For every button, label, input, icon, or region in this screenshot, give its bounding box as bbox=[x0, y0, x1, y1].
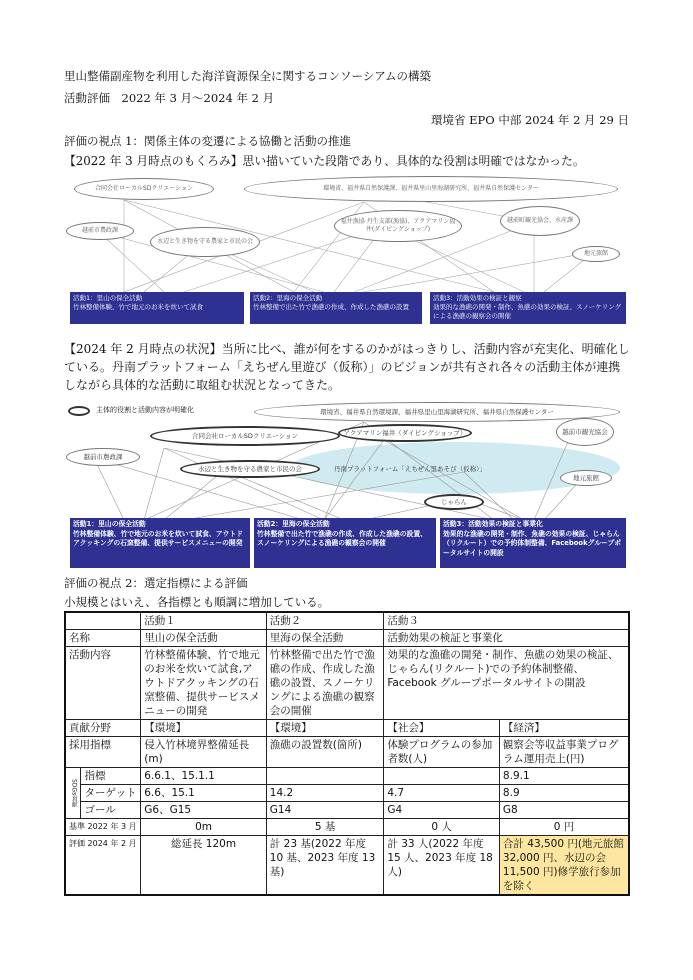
cell-name-a2: 里海の保全活動 bbox=[266, 630, 384, 647]
org-aquamarine-oval: アクアマリン福井（ダイビングショップ） bbox=[338, 424, 472, 442]
section2-summary: 小規模とはいえ、各指標とも順調に増加している。 bbox=[64, 595, 330, 609]
plan-line: 【2022 年 3 月時点のもくろみ】思い描いていた段階であり、具体的な役割は明確ではなかった。 bbox=[64, 154, 585, 168]
table-row bbox=[65, 768, 629, 785]
evaluation-table bbox=[64, 611, 630, 896]
cell-sdg-target-a1: 6.6、15.1 bbox=[141, 785, 267, 802]
org-inn-oval: 地元旅館 bbox=[572, 246, 620, 262]
row-label-field: 貢献分野 bbox=[65, 720, 141, 737]
table-row bbox=[65, 802, 629, 819]
cell-sdg-goal-a3: G4 bbox=[384, 802, 500, 819]
cell-field-a1: 【環境】 bbox=[141, 720, 267, 737]
org-date: 環境省 EPO 中部 2024 年 2 月 29 日 bbox=[430, 113, 629, 127]
cell-field-a3: 【社会】 bbox=[384, 720, 500, 737]
section1-heading: 評価の視点 1：関係主体の変遷による協働と活動の推進 bbox=[64, 134, 351, 148]
cell-field-a2: 【環境】 bbox=[266, 720, 384, 737]
cell-sdg-goal-a2: G14 bbox=[266, 802, 384, 819]
org-fishery-dive-oval: 福井漁協 丹生支部(漁協)、アクアマリン福井(ダイビングショップ) bbox=[334, 210, 462, 242]
cell-eval-a4: 合計 43,500 円(地元旅館 32,000 円、水辺の会 11,500 円)修学旅行参加を除く bbox=[499, 836, 629, 896]
activity2-box: 活動2：里海の保全活動 竹林整備で出た竹で漁礁の作成、作成した漁礁の設置 bbox=[250, 292, 422, 324]
org-echizen-agri-oval: 越前市農政課 bbox=[66, 448, 140, 466]
legend-oval-swatch bbox=[68, 406, 90, 416]
col-activity3: 活動３ bbox=[384, 612, 629, 630]
table-corner bbox=[65, 612, 141, 630]
cell-baseline-a2: 5 基 bbox=[266, 819, 384, 836]
activity2-box: 活動2：里海の保全活動 竹林整備で出た竹で漁礁の作成、作成した漁礁の設置、スノーケリングによる漁礁の観察会の開催 bbox=[254, 518, 436, 568]
table-row bbox=[65, 836, 629, 896]
org-gov-oval: 環境省、福井県自然保護課、福井県里山里海湖研究所、福井県自然保護センター bbox=[244, 176, 618, 202]
cell-sdg-index-a3 bbox=[384, 768, 500, 785]
cell-baseline-a3: 0 人 bbox=[384, 819, 500, 836]
row-label-indicator: 採用指標 bbox=[65, 737, 141, 768]
activity3-box: 活動3：活動効果の検証と観察 効果的な漁礁の開発・制作、魚礁の効果の検証、スノーケリングによる漁礁の観察会の開催 bbox=[430, 292, 626, 324]
cell-sdg-target-a3: 4.7 bbox=[384, 785, 500, 802]
cell-indicator-a1: 侵入竹林境界整備延長(m) bbox=[141, 737, 267, 768]
cell-sdg-goal-a1: G6、G15 bbox=[141, 802, 267, 819]
col-activity1: 活動１ bbox=[141, 612, 267, 630]
cell-eval-a1: 総延長 120m bbox=[141, 836, 267, 896]
table-row bbox=[65, 720, 629, 737]
table-row bbox=[65, 785, 629, 802]
cell-baseline-a4: 0 円 bbox=[499, 819, 629, 836]
org-gov-oval: 環境省、福井県自然環境課、福井県里山里海湖研究所、福井県自然保護センター bbox=[254, 402, 620, 422]
org-inn-oval: 地元旅館 bbox=[560, 470, 612, 486]
col-activity2: 活動２ bbox=[266, 612, 384, 630]
document-title: 里山整備副産物を利用した海洋資源保全に関するコンソーシアムの構築 bbox=[64, 69, 431, 83]
org-tourism-oval: 越前町観光協会、水産課 bbox=[500, 206, 580, 236]
cell-sdg-index-a1: 6.6.1、15.1.1 bbox=[141, 768, 267, 785]
org-farmers-oval: 水辺と生き物を守る農家と市民の会 bbox=[150, 227, 260, 257]
org-farmers-oval: 水辺と生き物を守る農家と市民の会 bbox=[180, 460, 320, 478]
org-local-sd-oval: 合同会社ローカルSDクリエーション bbox=[74, 178, 214, 200]
cell-content-a3: 効果的な漁礁の開発・制作、魚礁の効果の検証、じゃらん(リクルート)での予約体制整備、Facebook グループポータルサイトの開設 bbox=[384, 647, 629, 720]
row-label-eval: 評価 2024 年 2 月 bbox=[65, 836, 141, 896]
row-label-sdg-target: ターゲット bbox=[81, 785, 141, 802]
row-label-sdg-index: 指標 bbox=[81, 768, 141, 785]
cell-baseline-a1: 0m bbox=[141, 819, 267, 836]
org-echizen-agri-oval: 越前市農政課 bbox=[66, 222, 134, 240]
cell-indicator-a3: 体験プログラムの参加者数(人) bbox=[384, 737, 500, 768]
cell-content-a2: 竹林整備で出た竹で漁礁の作成、作成した漁礁の設置、スノーケリングによる漁礁の観察会の開催 bbox=[266, 647, 384, 720]
activity3-box: 活動3：活動効果の検証と事業化 効果的な漁礁の開発・制作、魚礁の効果の検証、じゃらん（リクルート）での予約体制整備、Facebookグループポータルサイトの開設 bbox=[440, 518, 626, 568]
table-row bbox=[65, 630, 629, 647]
diagram-2022 bbox=[64, 172, 630, 340]
table-row bbox=[65, 819, 629, 836]
cell-sdg-target-a2: 14.2 bbox=[266, 785, 384, 802]
cell-sdg-target-a4: 8.9 bbox=[499, 785, 629, 802]
table-row bbox=[65, 647, 629, 720]
table-header-row bbox=[65, 612, 629, 630]
sdgs-label: SDGs貢献 bbox=[65, 768, 81, 819]
cell-name-a1: 里山の保全活動 bbox=[141, 630, 267, 647]
cell-content-a1: 竹林整備体験、竹で地元のお米を炊いて試食,アウトドアクッキングの石窯整備、提供サービスメニューの開発 bbox=[141, 647, 267, 720]
org-tourism-assoc-oval: 越前市観光協会 bbox=[556, 418, 614, 446]
cell-eval-a3: 計 33 人(2022 年度 15 人、2023 年度 18 人) bbox=[384, 836, 500, 896]
activity1-box: 活動1：里山の保全活動 竹林整備体験、竹で地元のお米を炊いて試食、アウトドアクッキングの石窯整備、提供サービスメニューの開発 bbox=[70, 518, 250, 568]
cell-eval-a2: 計 23 基(2022 年度 10 基、2023 年度 13 基) bbox=[266, 836, 384, 896]
cell-name-a3: 活動効果の検証と事業化 bbox=[384, 630, 629, 647]
diagram-2024 bbox=[64, 398, 630, 574]
activity1-box: 活動1：里山の保全活動 竹林整備体験、竹で地元のお米を炊いて試食 bbox=[70, 292, 244, 324]
cell-indicator-a4: 観察会等収益事業プログラム運用売上(円) bbox=[499, 737, 629, 768]
section2-heading: 評価の視点 2：選定指標による評価 bbox=[64, 576, 248, 590]
row-label-content: 活動内容 bbox=[65, 647, 141, 720]
cell-sdg-index-a4: 8.9.1 bbox=[499, 768, 629, 785]
platform-label: 丹南プラットフォーム「えちぜん里あそび（仮称）」 bbox=[334, 465, 486, 473]
cell-field-a4: 【経済】 bbox=[499, 720, 629, 737]
row-label-name: 名称 bbox=[65, 630, 141, 647]
row-label-baseline: 基準 2022 年 3 月 bbox=[65, 819, 141, 836]
cell-sdg-index-a2 bbox=[266, 768, 384, 785]
org-jalan-oval: じゃらん bbox=[424, 494, 484, 510]
org-local-sd-oval: 合同会社ローカルSDクリエーション bbox=[150, 426, 340, 446]
row-label-sdg-goal: ゴール bbox=[81, 802, 141, 819]
legend-label: 主体的役割と活動内容が明確化 bbox=[96, 406, 194, 414]
status-text: 【2024 年 2 月時点の状況】当所に比べ、誰が何をするのかがはっきりし、活動内容が充実化、明確化している。丹南プラットフォーム「えちぜん里遊び（仮称）」のビジョンが共有され各々の活動主体が連携しながら具体的な活動に取組む状況となってきた。 bbox=[64, 342, 630, 392]
cell-sdg-goal-a4: G8 bbox=[499, 802, 629, 819]
cell-indicator-a2: 漁礁の設置数(箇所) bbox=[266, 737, 384, 768]
table-row bbox=[65, 737, 629, 768]
evaluation-period: 活動評価 2022 年 3 月～2024 年 2 月 bbox=[64, 91, 275, 105]
